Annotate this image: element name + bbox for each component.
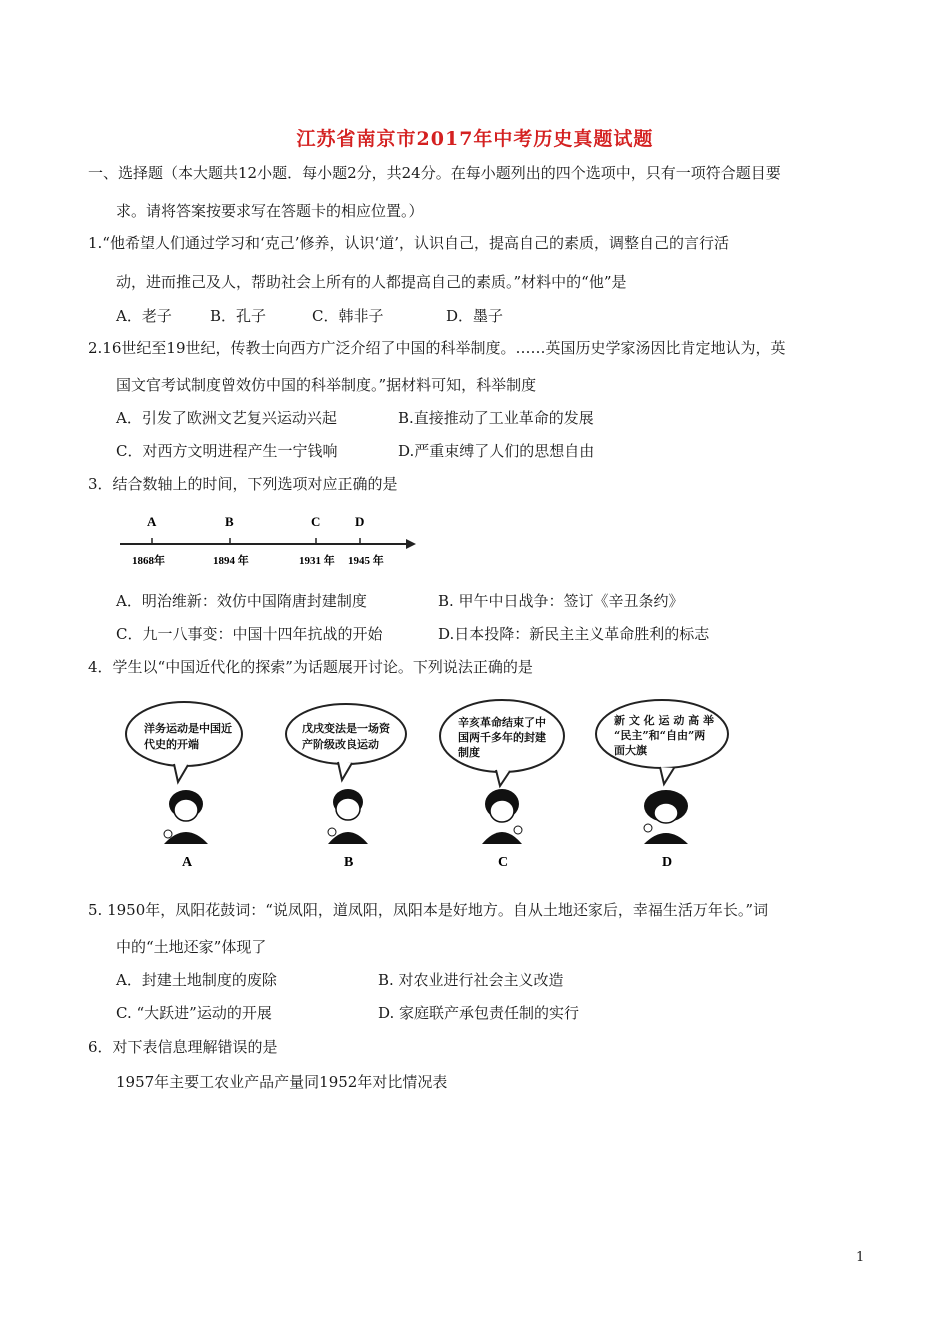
timeline-letter-c: C: [311, 514, 321, 529]
question-1-stem-line-2: 动，进而推己及人，帮助社会上所有的人都提高自己的素质。”材料中的“他”是: [116, 273, 627, 291]
question-1-option-c: C．韩非子: [312, 307, 384, 325]
question-5-option-d: D. 家庭联产承包责任制的实行: [378, 1004, 580, 1022]
cartoon-panel-c: [440, 700, 564, 870]
timeline-letter-d: D: [355, 514, 365, 529]
timeline-point-a: [132, 514, 165, 567]
timeline-year-d: 1945 年: [348, 555, 384, 567]
cartoon-svg: [116, 692, 736, 870]
question-2-option-a: A．引发了欧洲文艺复兴运动兴起: [116, 409, 337, 427]
question-1-option-d: D．墨子: [446, 307, 504, 325]
question-3-option-b: B. 甲午中日战争：签订《辛丑条约》: [438, 592, 684, 610]
timeline-year-c: 1931 年: [299, 555, 335, 567]
question-3-stem: 3．结合数轴上的时间，下列选项对应正确的是: [88, 475, 398, 493]
timeline-point-c: [299, 514, 335, 567]
panel-label-c: C: [498, 855, 509, 870]
timeline-svg: [116, 508, 416, 570]
question-2-stem-line-1: 2.16世纪至19世纪，传教士向西方广泛介绍了中国的科举制度。……英国历史学家汤因比肯定地认为，英: [88, 339, 786, 357]
bubble-a-line-2: 代史的开端: [144, 738, 199, 751]
question-5-option-b: B. 对农业进行社会主义改造: [378, 971, 564, 989]
page-title: 江苏省南京市2017年中考历史真题试题: [296, 128, 654, 150]
page-number: 1: [856, 1250, 865, 1265]
question-1-option-a: A．老子: [116, 307, 172, 325]
question-5-option-a: A．封建土地制度的废除: [116, 971, 277, 989]
timeline-year-b: 1894 年: [213, 555, 249, 567]
timeline-point-b: [213, 514, 249, 567]
question-5-stem-line-1: 5. 1950年，凤阳花鼓词：“说凤阳，道凤阳，凤阳本是好地方。自从土地还家后，幸福生活万年长。”词: [88, 901, 769, 919]
question-3-option-c: C．九一八事变：中国十四年抗战的开始: [116, 625, 383, 643]
question-5-option-c: C. “大跃进”运动的开展: [116, 1004, 272, 1022]
timeline-letter-a: A: [147, 514, 157, 529]
question-3-option-a: A．明治维新：效仿中国隋唐封建制度: [116, 592, 367, 610]
question-6-stem: 6．对下表信息理解错误的是: [88, 1038, 278, 1056]
section-header-line-2: 求。请将答案按要求写在答题卡的相应位置。）: [116, 202, 424, 220]
panel-label-a: A: [182, 855, 193, 870]
question-1-stem-line-1: 1.“他希望人们通过学习和‘克己’修养，认识‘道’，认识自己，提高自己的素质，调整自己的言行活: [88, 234, 730, 252]
panel-label-b: B: [344, 855, 354, 870]
student-figure-icon: [482, 789, 522, 844]
question-1-option-b: B．孔子: [210, 307, 267, 325]
bubble-c-line-2: 国两千多年的封建: [458, 731, 546, 744]
panel-label-d: D: [662, 855, 673, 870]
table-caption: 1957年主要工农业产品产量同1952年对比情况表: [116, 1073, 448, 1091]
question-2-option-b: B.直接推动了工业革命的发展: [398, 409, 594, 427]
question-2-stem-line-2: 国文官考试制度曾效仿中国的科举制度。”据材料可知，科举制度: [116, 376, 537, 394]
cartoon-panel-a: [126, 702, 242, 870]
section-header-line-1: 一、选择题（本大题共12小题．每小题2分，共24分。在每小题列出的四个选项中，只有一项符合题目要: [88, 164, 781, 182]
bubble-a-line-1: 洋务运动是中国近: [144, 722, 232, 735]
timeline-arrow-icon: [406, 539, 416, 549]
bubble-c-line-3: 制度: [458, 746, 480, 759]
bubble-b-line-2: 产阶级改良运动: [302, 738, 379, 751]
timeline-figure: [116, 508, 416, 570]
cartoon-panel-d: [596, 700, 728, 870]
bubble-b-line-1: 戊戌变法是一场资: [302, 722, 390, 735]
cartoon-panel-b: [286, 704, 406, 870]
student-figure-icon: [328, 789, 368, 844]
question-5-stem-line-2: 中的“土地还家”体现了: [116, 938, 267, 956]
bubble-d-line-3: 面大旗: [614, 744, 647, 757]
bubble-c-line-1: 辛亥革命结束了中: [458, 716, 546, 729]
bubble-d-line-1: 新 文 化 运 动 高 举: [614, 714, 714, 727]
student-figure-icon: [164, 790, 208, 844]
question-2-option-c: C．对西方文明进程产生一宁钱响: [116, 442, 338, 460]
timeline-year-a: 1868年: [132, 555, 165, 567]
bubble-d-line-2: “民主”和“自由”两: [614, 729, 706, 742]
question-2-option-d: D.严重束缚了人们的思想自由: [398, 442, 595, 460]
timeline-point-d: [348, 514, 384, 567]
question-4-stem: 4．学生以“中国近代化的探索”为话题展开讨论。下列说法正确的是: [88, 658, 533, 676]
timeline-letter-b: B: [225, 514, 234, 529]
student-figure-icon: [644, 790, 688, 844]
cartoon-figure: [116, 692, 736, 870]
question-3-option-d: D.日本投降：新民主主义革命胜利的标志: [438, 625, 710, 643]
